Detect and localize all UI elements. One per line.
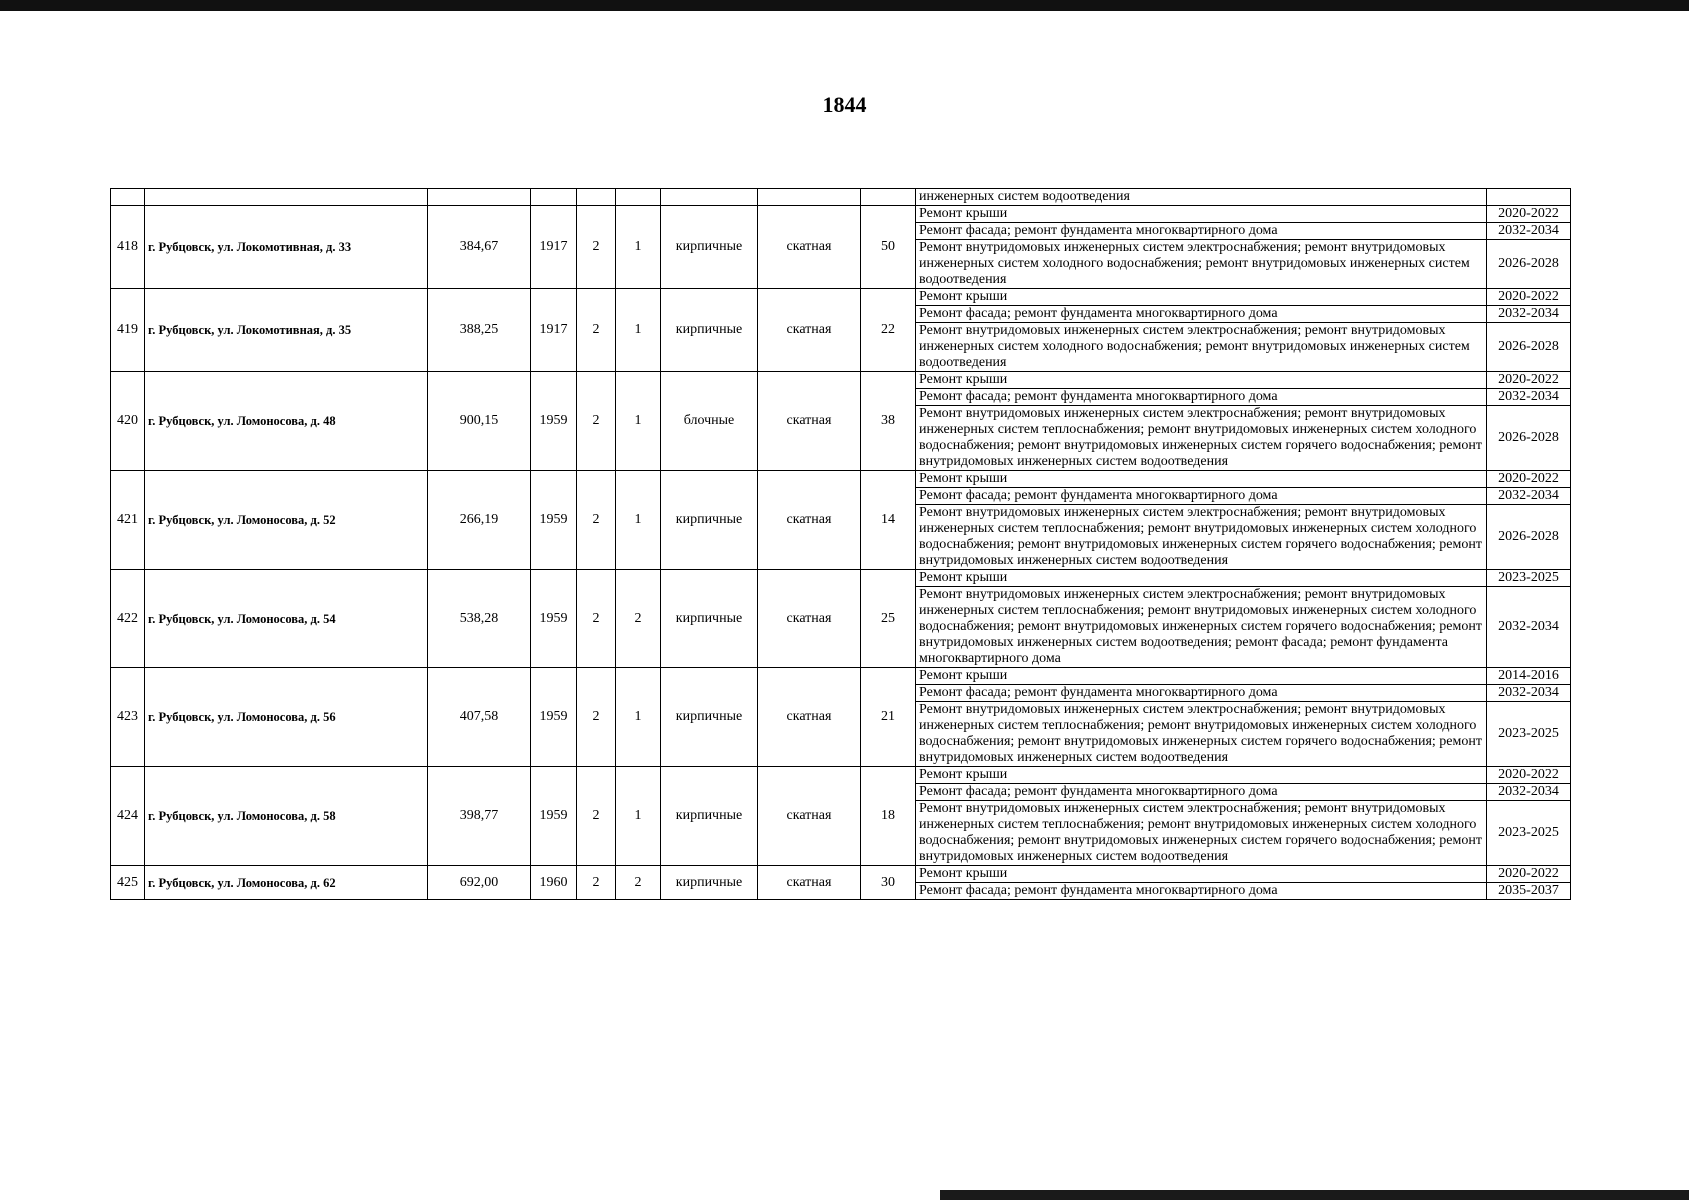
work-description-cell: Ремонт фасада; ремонт фундамента многоквартирного дома: [916, 883, 1487, 900]
table-row: [111, 206, 1571, 223]
empty-cell: [145, 189, 428, 206]
build-year-cell: 1959: [531, 668, 577, 767]
roof-type-cell: скатная: [758, 206, 861, 289]
work-period-cell: 2020-2022: [1487, 767, 1571, 784]
roof-type-cell: скатная: [758, 471, 861, 570]
build-year-cell: 1959: [531, 471, 577, 570]
work-description-cell: Ремонт внутридомовых инженерных систем электроснабжения; ремонт внутридомовых инженерных систем теплоснабжения; ремонт внутридомовых инженерных систем холодного водоснабжения; ремонт внутридомовых инженерных систем горячего водоснабжения; ремонт внутридомовых инженерных систем водоотведения: [916, 406, 1487, 471]
work-period-cell: 2026-2028: [1487, 406, 1571, 471]
work-period-cell: 2020-2022: [1487, 372, 1571, 389]
carryover-row: [111, 189, 1571, 206]
work-description-cell: Ремонт крыши: [916, 668, 1487, 685]
work-period-cell: 2032-2034: [1487, 784, 1571, 801]
build-year-cell: 1960: [531, 866, 577, 900]
work-period-cell: 2026-2028: [1487, 240, 1571, 289]
scan-edge-top: [0, 0, 1689, 11]
work-period-cell: 2020-2022: [1487, 471, 1571, 488]
table-body: [111, 189, 1571, 900]
table-row: [111, 570, 1571, 587]
roof-type-cell: скатная: [758, 289, 861, 372]
build-year-cell: 1917: [531, 206, 577, 289]
work-description-cell: инженерных систем водоотведения: [916, 189, 1487, 206]
work-description-cell: Ремонт крыши: [916, 206, 1487, 223]
work-period-cell: 2032-2034: [1487, 587, 1571, 668]
address-cell: г. Рубцовск, ул. Ломоносова, д. 52: [145, 471, 428, 570]
area-cell: 384,67: [428, 206, 531, 289]
apartments-cell: 30: [861, 866, 916, 900]
row-number-cell: 424: [111, 767, 145, 866]
apartments-cell: 25: [861, 570, 916, 668]
empty-cell: [861, 189, 916, 206]
work-period-cell: 2032-2034: [1487, 306, 1571, 323]
work-period-cell: 2032-2034: [1487, 389, 1571, 406]
area-cell: 538,28: [428, 570, 531, 668]
floors-cell: 2: [577, 372, 616, 471]
work-description-cell: Ремонт фасада; ремонт фундамента многоквартирного дома: [916, 488, 1487, 505]
work-description-cell: Ремонт фасада; ремонт фундамента многоквартирного дома: [916, 389, 1487, 406]
empty-cell: [758, 189, 861, 206]
floors-cell: 2: [577, 767, 616, 866]
housing-repair-table: [110, 188, 1571, 900]
build-year-cell: 1959: [531, 372, 577, 471]
work-description-cell: Ремонт крыши: [916, 767, 1487, 784]
build-year-cell: 1959: [531, 570, 577, 668]
work-period-cell: 2032-2034: [1487, 223, 1571, 240]
work-period-cell: 2023-2025: [1487, 570, 1571, 587]
row-number-cell: 419: [111, 289, 145, 372]
table-row: [111, 289, 1571, 306]
empty-cell: [1487, 189, 1571, 206]
row-number-cell: 425: [111, 866, 145, 900]
table-row: [111, 668, 1571, 685]
apartments-cell: 21: [861, 668, 916, 767]
work-period-cell: 2023-2025: [1487, 801, 1571, 866]
floors-cell: 2: [577, 206, 616, 289]
roof-type-cell: скатная: [758, 866, 861, 900]
wall-material-cell: блочные: [661, 372, 758, 471]
work-period-cell: 2032-2034: [1487, 685, 1571, 702]
address-cell: г. Рубцовск, ул. Ломоносова, д. 54: [145, 570, 428, 668]
work-period-cell: 2032-2034: [1487, 488, 1571, 505]
work-description-cell: Ремонт крыши: [916, 289, 1487, 306]
scan-edge-bottom: [940, 1190, 1689, 1200]
work-period-cell: 2026-2028: [1487, 505, 1571, 570]
wall-material-cell: кирпичные: [661, 471, 758, 570]
wall-material-cell: кирпичные: [661, 289, 758, 372]
build-year-cell: 1917: [531, 289, 577, 372]
row-number-cell: 423: [111, 668, 145, 767]
floors-cell: 2: [577, 570, 616, 668]
roof-type-cell: скатная: [758, 767, 861, 866]
entrances-cell: 1: [616, 206, 661, 289]
wall-material-cell: кирпичные: [661, 206, 758, 289]
apartments-cell: 18: [861, 767, 916, 866]
work-description-cell: Ремонт внутридомовых инженерных систем электроснабжения; ремонт внутридомовых инженерных систем холодного водоснабжения; ремонт внутридомовых инженерных систем водоотведения: [916, 323, 1487, 372]
page-number: 1844: [822, 92, 867, 117]
area-cell: 900,15: [428, 372, 531, 471]
roof-type-cell: скатная: [758, 372, 861, 471]
work-description-cell: Ремонт внутридомовых инженерных систем электроснабжения; ремонт внутридомовых инженерных систем холодного водоснабжения; ремонт внутридомовых инженерных систем водоотведения: [916, 240, 1487, 289]
wall-material-cell: кирпичные: [661, 866, 758, 900]
area-cell: 266,19: [428, 471, 531, 570]
work-description-cell: Ремонт внутридомовых инженерных систем электроснабжения; ремонт внутридомовых инженерных систем теплоснабжения; ремонт внутридомовых инженерных систем холодного водоснабжения; ремонт внутридомовых инженерных систем горячего водоснабжения; ремонт внутридомовых инженерных систем водоотведения: [916, 505, 1487, 570]
work-period-cell: 2023-2025: [1487, 702, 1571, 767]
work-description-cell: Ремонт фасада; ремонт фундамента многоквартирного дома: [916, 784, 1487, 801]
address-cell: г. Рубцовск, ул. Локомотивная, д. 33: [145, 206, 428, 289]
row-number-cell: 418: [111, 206, 145, 289]
area-cell: 407,58: [428, 668, 531, 767]
table-row: [111, 471, 1571, 488]
empty-cell: [577, 189, 616, 206]
entrances-cell: 1: [616, 668, 661, 767]
entrances-cell: 2: [616, 570, 661, 668]
address-cell: г. Рубцовск, ул. Ломоносова, д. 56: [145, 668, 428, 767]
work-description-cell: Ремонт фасада; ремонт фундамента многоквартирного дома: [916, 685, 1487, 702]
work-description-cell: Ремонт крыши: [916, 570, 1487, 587]
work-description-cell: Ремонт фасада; ремонт фундамента многоквартирного дома: [916, 306, 1487, 323]
entrances-cell: 1: [616, 767, 661, 866]
address-cell: г. Рубцовск, ул. Локомотивная, д. 35: [145, 289, 428, 372]
work-description-cell: Ремонт внутридомовых инженерных систем электроснабжения; ремонт внутридомовых инженерных систем теплоснабжения; ремонт внутридомовых инженерных систем холодного водоснабжения; ремонт внутридомовых инженерных систем горячего водоснабжения; ремонт внутридомовых инженерных систем водоотведения: [916, 801, 1487, 866]
address-cell: г. Рубцовск, ул. Ломоносова, д. 48: [145, 372, 428, 471]
work-period-cell: 2026-2028: [1487, 323, 1571, 372]
floors-cell: 2: [577, 471, 616, 570]
row-number-cell: 420: [111, 372, 145, 471]
empty-cell: [661, 189, 758, 206]
work-description-cell: Ремонт крыши: [916, 372, 1487, 389]
work-period-cell: 2035-2037: [1487, 883, 1571, 900]
work-description-cell: Ремонт внутридомовых инженерных систем электроснабжения; ремонт внутридомовых инженерных систем теплоснабжения; ремонт внутридомовых инженерных систем холодного водоснабжения; ремонт внутридомовых инженерных систем горячего водоснабжения; ремонт внутридомовых инженерных систем водоотведения: [916, 702, 1487, 767]
area-cell: 398,77: [428, 767, 531, 866]
empty-cell: [111, 189, 145, 206]
area-cell: 692,00: [428, 866, 531, 900]
empty-cell: [616, 189, 661, 206]
work-period-cell: 2020-2022: [1487, 866, 1571, 883]
work-description-cell: Ремонт крыши: [916, 471, 1487, 488]
entrances-cell: 2: [616, 866, 661, 900]
wall-material-cell: кирпичные: [661, 668, 758, 767]
apartments-cell: 50: [861, 206, 916, 289]
work-description-cell: Ремонт крыши: [916, 866, 1487, 883]
table-row: [111, 866, 1571, 883]
table-row: [111, 372, 1571, 389]
address-cell: г. Рубцовск, ул. Ломоносова, д. 58: [145, 767, 428, 866]
wall-material-cell: кирпичные: [661, 570, 758, 668]
address-cell: г. Рубцовск, ул. Ломоносова, д. 62: [145, 866, 428, 900]
entrances-cell: 1: [616, 372, 661, 471]
table-row: [111, 767, 1571, 784]
build-year-cell: 1959: [531, 767, 577, 866]
entrances-cell: 1: [616, 471, 661, 570]
entrances-cell: 1: [616, 289, 661, 372]
row-number-cell: 421: [111, 471, 145, 570]
floors-cell: 2: [577, 668, 616, 767]
row-number-cell: 422: [111, 570, 145, 668]
empty-cell: [531, 189, 577, 206]
floors-cell: 2: [577, 289, 616, 372]
apartments-cell: 14: [861, 471, 916, 570]
work-period-cell: 2014-2016: [1487, 668, 1571, 685]
area-cell: 388,25: [428, 289, 531, 372]
work-description-cell: Ремонт фасада; ремонт фундамента многоквартирного дома: [916, 223, 1487, 240]
work-period-cell: 2020-2022: [1487, 206, 1571, 223]
apartments-cell: 38: [861, 372, 916, 471]
roof-type-cell: скатная: [758, 570, 861, 668]
apartments-cell: 22: [861, 289, 916, 372]
empty-cell: [428, 189, 531, 206]
wall-material-cell: кирпичные: [661, 767, 758, 866]
work-period-cell: 2020-2022: [1487, 289, 1571, 306]
work-description-cell: Ремонт внутридомовых инженерных систем электроснабжения; ремонт внутридомовых инженерных систем теплоснабжения; ремонт внутридомовых инженерных систем холодного водоснабжения; ремонт внутридомовых инженерных систем горячего водоснабжения; ремонт внутридомовых инженерных систем водоотведения; ремонт фасада; ремонт фундамента многоквартирного дома: [916, 587, 1487, 668]
floors-cell: 2: [577, 866, 616, 900]
roof-type-cell: скатная: [758, 668, 861, 767]
